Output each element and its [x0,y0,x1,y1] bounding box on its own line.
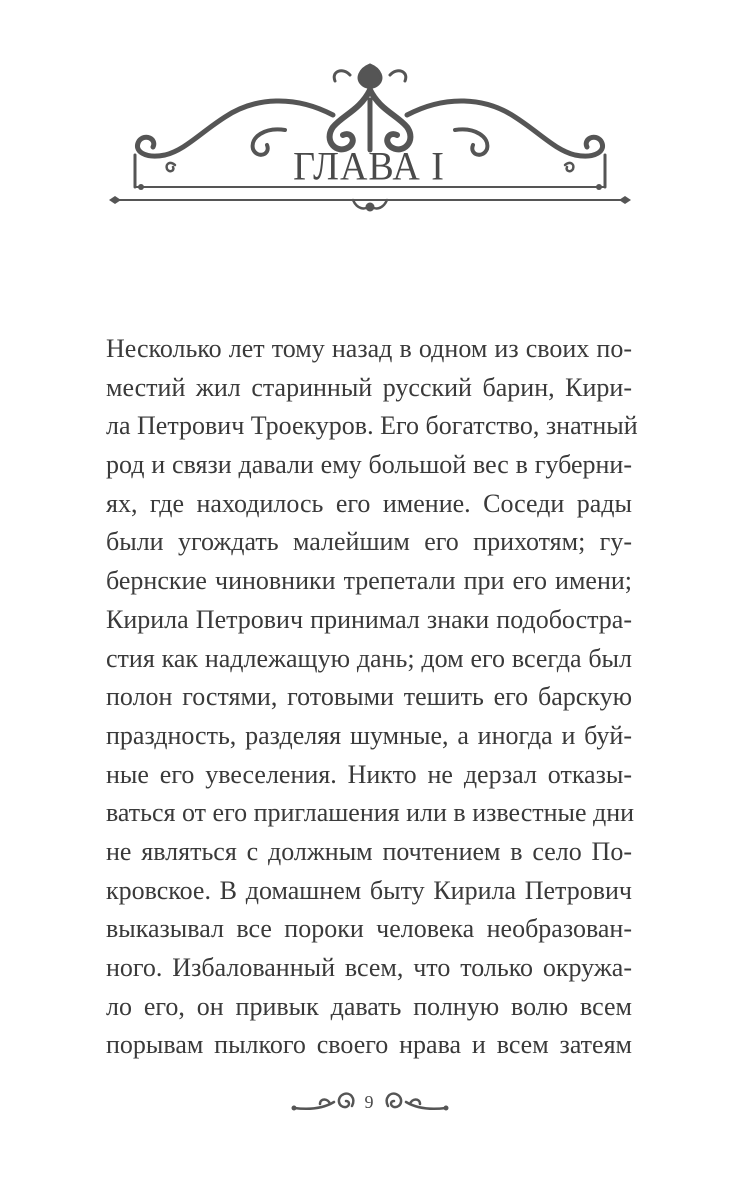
text-line: выказывал все пороки человека необразован- [106,914,632,944]
chapter-title: ГЛАВА I [293,144,445,190]
text-line: праздность, разделяя шумные, а иногда и буй- [106,720,632,750]
text-line: ла Петрович Троекуров. Его богатство, знатный [106,411,638,441]
text-line: род и связи давали ему большой вес в губерни- [106,450,632,480]
text-line: ные его увеселения. Никто не дерзал отказы- [106,759,632,789]
text-line: ло его, он привык давать полную волю всем [106,991,632,1021]
body-text [106,330,638,1065]
page-number: 9 [364,1092,374,1112]
text-line: Кирила Петрович принимал знаки подобостра- [106,604,632,634]
text-line: ях, где находилось его имение. Соседи рады [106,488,632,518]
text-line: кровское. В домашнем быту Кирила Петрович [106,875,632,905]
text-line: стия как надлежащую дань; дом его всегда был [106,643,632,673]
chapter-ornament [105,55,635,220]
text-line: местий жил старинный русский барин, Кири- [106,372,632,402]
text-line: не являться с должным почтением в село По- [106,836,632,866]
text-line: бернские чиновники трепетали при его имени; [106,566,632,596]
text-line: были угождать малейшим его прихотям; гу- [106,527,632,557]
text-line: Несколько лет тому назад в одном из своих по- [106,334,632,363]
text-line: полон гостями, готовыми тешить его барскую [106,682,632,712]
text-line: ваться от его приглашения или в известные дни [106,798,635,828]
text-line: ного. Избалованный всем, что только окружа- [106,953,632,982]
text-line: порывам пылкого своего нрава и всем затеям [106,1030,632,1060]
